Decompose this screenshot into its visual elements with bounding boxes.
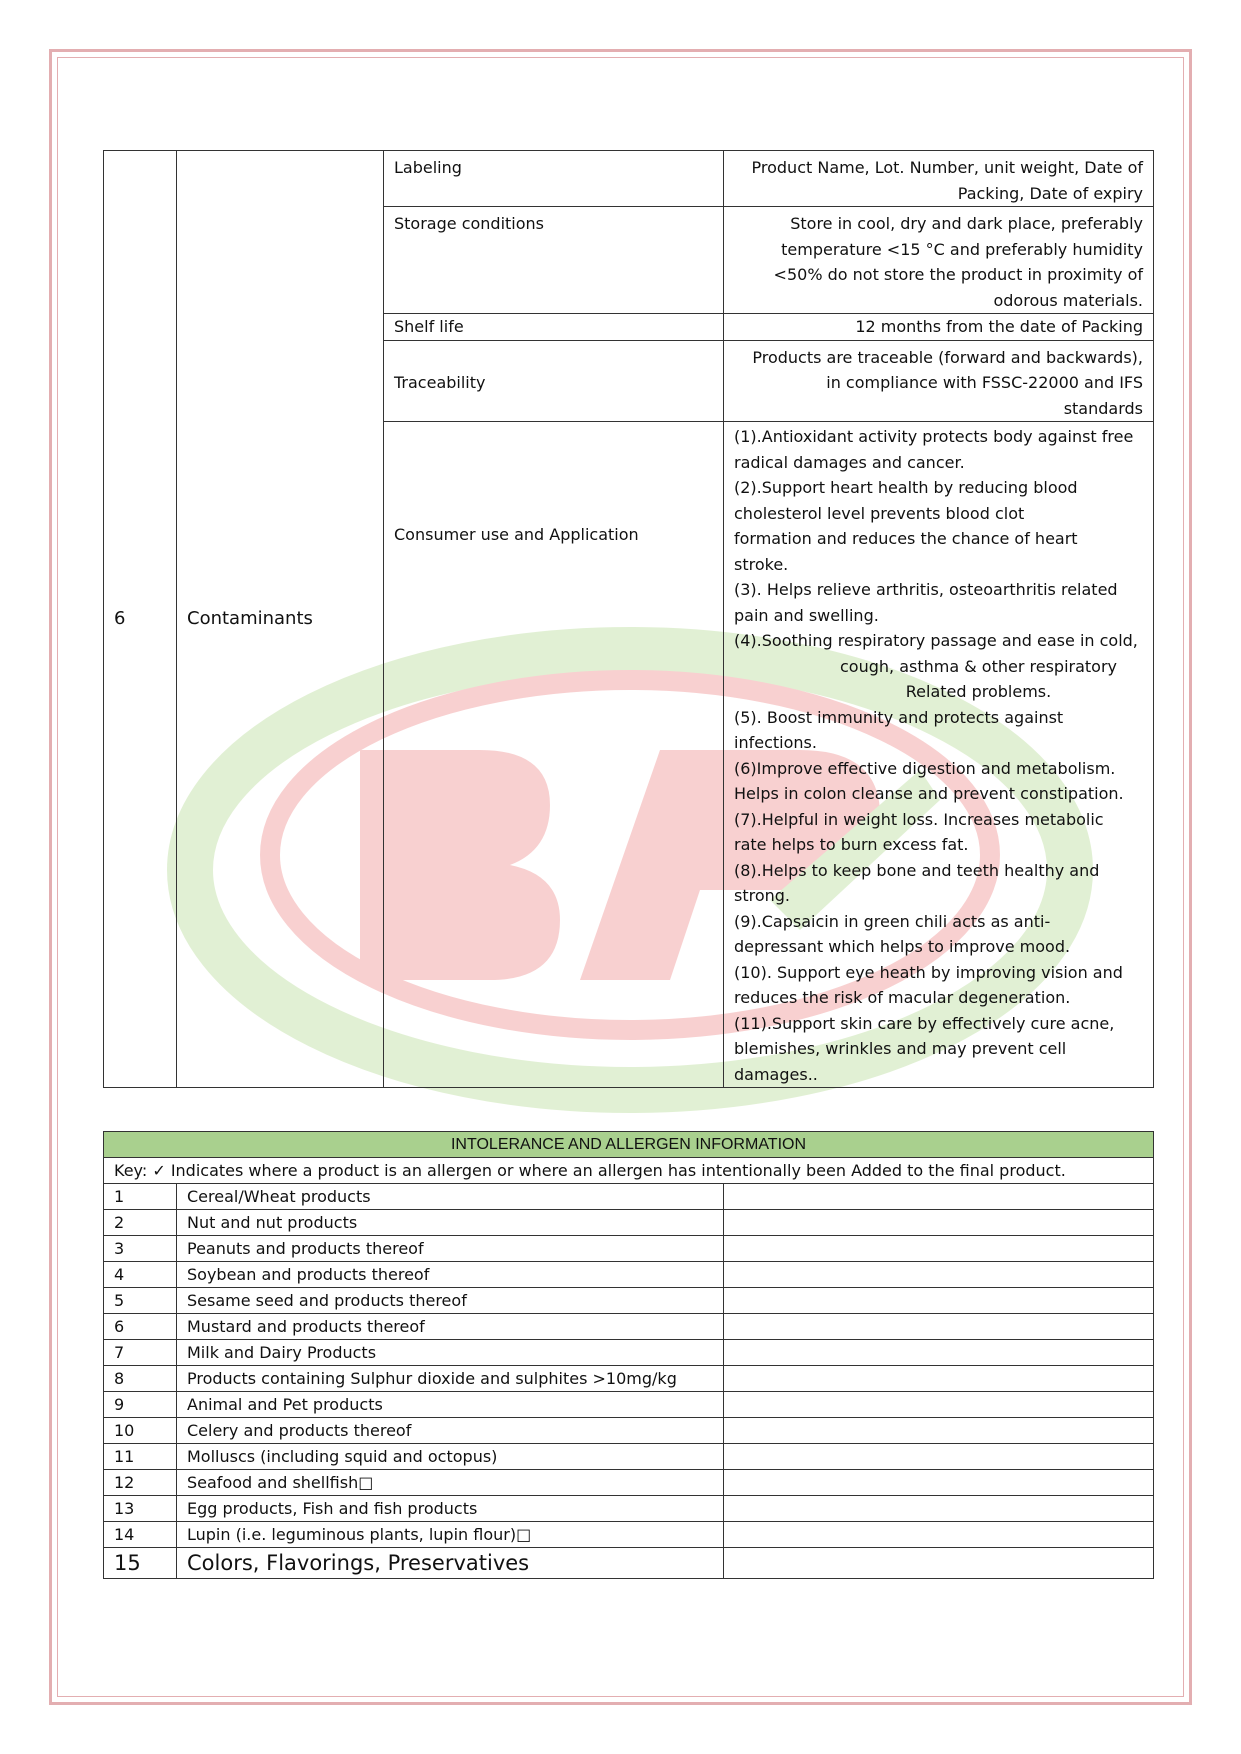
allergen-name: Milk and Dairy Products [177, 1340, 724, 1366]
allergen-name: Mustard and products thereof [177, 1314, 724, 1340]
allergen-number: 3 [104, 1236, 177, 1262]
benefit-line: formation and reduces the chance of heart [734, 529, 1078, 548]
benefit-line: pain and swelling. [734, 605, 879, 625]
attribute-traceability: Traceability [384, 340, 724, 422]
allergen-mark [724, 1210, 1154, 1236]
allergen-name: Animal and Pet products [177, 1392, 724, 1418]
benefit-line: (1).Antioxidant activity protects body against free [734, 427, 1134, 446]
allergen-mark [724, 1288, 1154, 1314]
allergen-mark [724, 1366, 1154, 1392]
attribute-consumer-use: Consumer use and Application [384, 422, 724, 1088]
allergen-number: 10 [104, 1418, 177, 1444]
allergen-name: Soybean and products thereof [177, 1262, 724, 1288]
allergen-mark [724, 1184, 1154, 1210]
allergen-table [103, 1131, 1154, 1579]
allergen-number: 6 [104, 1314, 177, 1340]
allergen-number: 5 [104, 1288, 177, 1314]
allergen-row [104, 1340, 1154, 1366]
allergen-mark [724, 1418, 1154, 1444]
allergen-number: 2 [104, 1210, 177, 1236]
benefit-line: blemishes, wrinkles and may prevent cell [734, 1039, 1067, 1058]
allergen-key: Key: ✓ Indicates where a product is an allergen or where an allergen has intentionally been Added to the final product. [104, 1158, 1154, 1184]
allergen-row [104, 1314, 1154, 1340]
allergen-name: Seafood and shellfish□ [177, 1470, 724, 1496]
allergen-row [104, 1184, 1154, 1210]
section-title: Contaminants [177, 151, 384, 1088]
allergen-row [104, 1418, 1154, 1444]
allergen-name: Molluscs (including squid and octopus) [177, 1444, 724, 1470]
benefit-line: (10). Support eye heath by improving vision and [734, 962, 1123, 982]
allergen-title: INTOLERANCE AND ALLERGEN INFORMATION [104, 1132, 1154, 1158]
allergen-number: 11 [104, 1444, 177, 1470]
benefit-line: (8).Helps to keep bone and teeth healthy and [734, 860, 1100, 880]
benefit-line: damages.. [734, 1064, 818, 1084]
benefit-line: reduces the risk of macular degeneration. [734, 988, 1071, 1007]
allergen-number: 4 [104, 1262, 177, 1288]
benefit-line: strong. [734, 886, 791, 905]
allergen-mark [724, 1236, 1154, 1262]
allergen-number: 13 [104, 1496, 177, 1522]
allergen-header-row [104, 1132, 1154, 1158]
allergen-mark [724, 1314, 1154, 1340]
allergen-name: Products containing Sulphur dioxide and sulphites >10mg/kg [177, 1366, 724, 1392]
allergen-number: 7 [104, 1340, 177, 1366]
allergen-key-row [104, 1158, 1154, 1184]
allergen-row [104, 1470, 1154, 1496]
benefit-line: (5). Boost immunity and protects against [734, 707, 1064, 727]
attribute-storage: Storage conditions [384, 207, 724, 314]
benefit-line: stroke. [734, 554, 789, 574]
spec-row-labeling [104, 151, 1154, 207]
allergen-name: Celery and products thereof [177, 1418, 724, 1444]
section-number: 6 [104, 151, 177, 1088]
allergen-mark [724, 1444, 1154, 1470]
benefit-line: rate helps to burn excess fat. [734, 835, 969, 854]
allergen-mark [724, 1392, 1154, 1418]
allergen-name: Cereal/Wheat products [177, 1184, 724, 1210]
allergen-number: 8 [104, 1366, 177, 1392]
benefit-line: (2).Support heart health by reducing blood [734, 478, 1078, 497]
allergen-mark [724, 1496, 1154, 1522]
allergen-row [104, 1262, 1154, 1288]
benefit-line: (7).Helpful in weight loss. Increases metabolic [734, 809, 1104, 829]
value-storage: Store in cool, dry and dark place, preferably temperature <15 °C and preferably humidity <50% do not store the product in proximity of odorous materials. [724, 207, 1154, 314]
benefit-line: infections. [734, 733, 817, 752]
attribute-labeling: Labeling [384, 151, 724, 207]
allergen-name: Peanuts and products thereof [177, 1236, 724, 1262]
allergen-number: 12 [104, 1470, 177, 1496]
allergen-number: 1 [104, 1184, 177, 1210]
allergen-row [104, 1288, 1154, 1314]
allergen-name: Colors, Flavorings, Preservatives [177, 1548, 724, 1579]
allergen-mark [724, 1548, 1154, 1579]
benefit-line: cholesterol level prevents blood clot [734, 503, 1025, 523]
allergen-name: Lupin (i.e. leguminous plants, lupin flour)□ [177, 1522, 724, 1548]
allergen-name: Egg products, Fish and fish products [177, 1496, 724, 1522]
allergen-mark [724, 1262, 1154, 1288]
value-consumer-use [724, 422, 1154, 1088]
allergen-number: 14 [104, 1522, 177, 1548]
attribute-shelf-life: Shelf life [384, 314, 724, 341]
allergen-number: 9 [104, 1392, 177, 1418]
benefit-line: radical damages and cancer. [734, 452, 965, 472]
benefit-line: (9).Capsaicin in green chili acts as anti- [734, 911, 1051, 931]
allergen-mark [724, 1340, 1154, 1366]
allergen-row [104, 1496, 1154, 1522]
value-shelf-life: 12 months from the date of Packing [724, 314, 1154, 341]
allergen-row [104, 1548, 1154, 1579]
benefit-line: cough, asthma & other respiratory [840, 656, 1117, 676]
allergen-name: Nut and nut products [177, 1210, 724, 1236]
allergen-mark [724, 1470, 1154, 1496]
allergen-mark [724, 1522, 1154, 1548]
allergen-row [104, 1366, 1154, 1392]
value-traceability: Products are traceable (forward and backwards), in compliance with FSSC-22000 and IFS standards [724, 340, 1154, 422]
benefit-line: Related problems. [905, 682, 1052, 701]
allergen-row [104, 1522, 1154, 1548]
value-labeling: Product Name, Lot. Number, unit weight, Date of Packing, Date of expiry [724, 151, 1154, 207]
benefit-line: (3). Helps relieve arthritis, osteoarthritis related [734, 580, 1118, 599]
allergen-row [104, 1392, 1154, 1418]
benefit-line: Helps in colon cleanse and prevent constipation. [734, 784, 1124, 803]
benefit-line: (6)Improve effective digestion and metabolism. [734, 758, 1116, 778]
benefit-line: depressant which helps to improve mood. [734, 937, 1071, 956]
allergen-number: 15 [104, 1548, 177, 1579]
allergen-row [104, 1236, 1154, 1262]
specification-table [103, 150, 1154, 1088]
benefit-line: (4).Soothing respiratory passage and ease in cold, [734, 631, 1138, 650]
benefit-line: (11).Support skin care by effectively cure acne, [734, 1013, 1115, 1033]
allergen-name: Sesame seed and products thereof [177, 1288, 724, 1314]
allergen-row [104, 1210, 1154, 1236]
allergen-row [104, 1444, 1154, 1470]
